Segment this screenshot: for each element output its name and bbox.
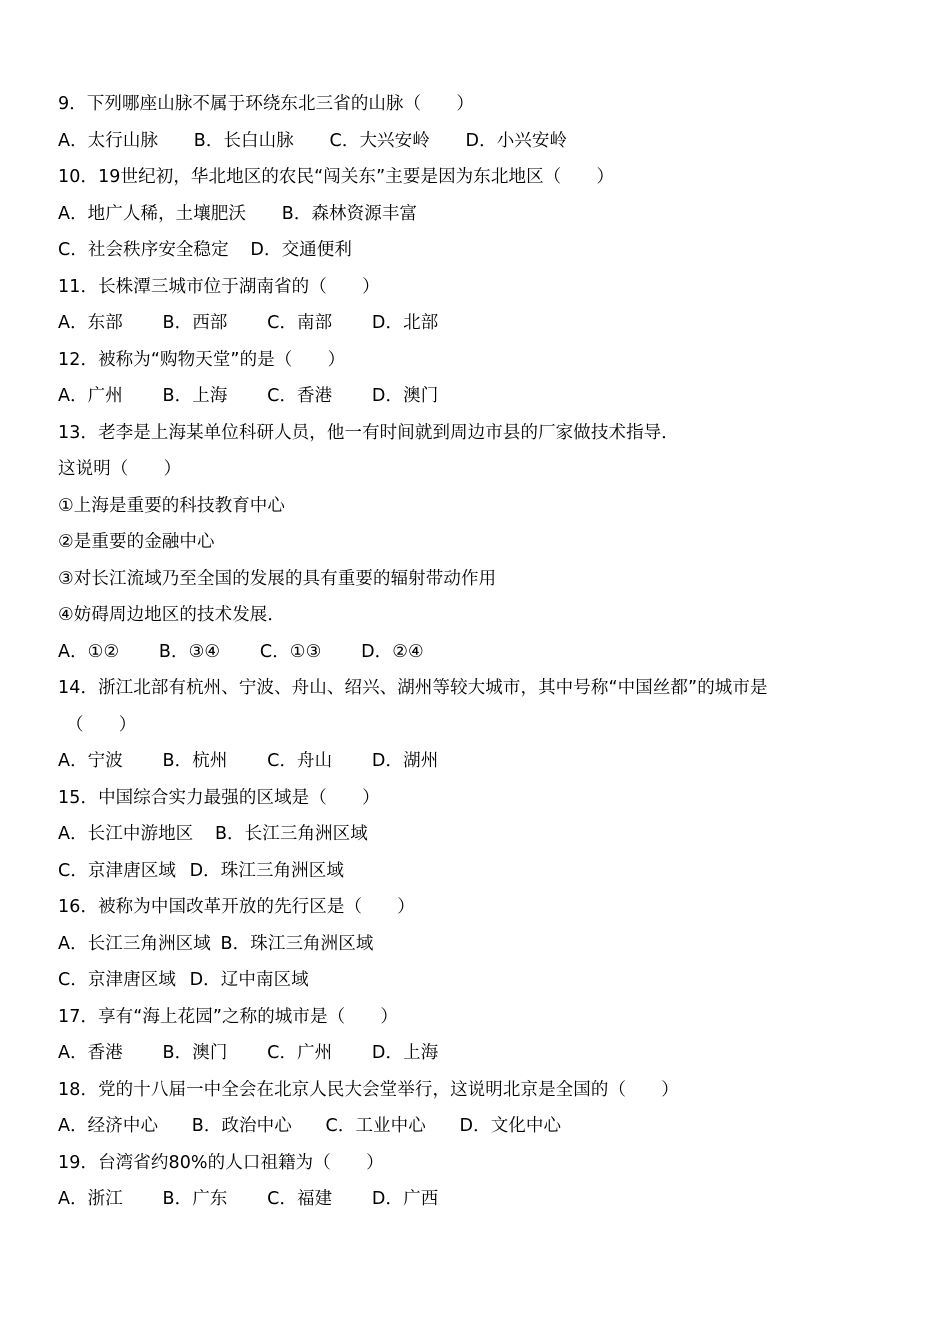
question-13-statement-1: ①上海是重要的科技教育中心 (58, 495, 285, 516)
option-c: C．南部 (267, 313, 333, 333)
question-19-options (58, 1181, 898, 1218)
question-list (58, 86, 898, 1218)
question-17-options (58, 1035, 898, 1072)
option-d: D．北部 (371, 313, 439, 333)
option-a: A．长江三角洲区域 (58, 933, 211, 954)
option-c: C．舟山 (267, 751, 333, 771)
option-a: A．浙江 (58, 1189, 123, 1209)
question-9-stem: 9．下列哪座山脉不属于环绕东北三省的山脉（ ） (58, 94, 475, 114)
question-11-stem: 11．长株潭三城市位于湖南省的（ ） (58, 276, 380, 297)
option-b: B．长白山脉 (193, 130, 294, 151)
option-d: D．澳门 (371, 386, 439, 406)
question-18-options (58, 1108, 898, 1145)
option-d: D．湖州 (371, 751, 439, 771)
option-c: C．大兴安岭 (329, 130, 430, 151)
option-b: B．森林资源丰富 (281, 203, 418, 224)
question-12-stem: 12．被称为“购物天堂”的是（ ） (58, 349, 346, 370)
option-b: B．③④ (158, 641, 221, 662)
option-a: A．广州 (58, 386, 123, 406)
question-11-options (58, 305, 898, 342)
option-c: C．京津唐区域 (58, 970, 176, 990)
question-15-stem: 15．中国综合实力最强的区域是（ ） (58, 787, 380, 808)
option-b: B．政治中心 (191, 1116, 292, 1136)
question-14-options (58, 743, 898, 780)
option-b: B．广东 (162, 1189, 228, 1209)
option-a: A．长江中游地区 (58, 824, 194, 844)
question-18-stem: 18．党的十八届一中全会在北京人民大会堂举行，这说明北京是全国的（ ） (58, 1079, 679, 1100)
question-14-stem-continued: （ ） (66, 714, 137, 735)
option-d: D．小兴安岭 (465, 130, 568, 151)
question-14-stem: 14．浙江北部有杭州、宁波、舟山、绍兴、湖州等较大城市，其中号称“中国丝都”的城市是 (58, 678, 768, 698)
option-c: C．社会秩序安全稳定 (58, 240, 229, 260)
option-b: B．上海 (162, 386, 228, 406)
option-a: A．太行山脉 (58, 130, 159, 151)
question-12-options (58, 378, 898, 415)
option-b: B．西部 (162, 313, 228, 333)
question-13-stem: 13．老李是上海某单位科研人员，他一有时间就到周边市县的厂家做技术指导． (58, 422, 679, 443)
option-d: D．文化中心 (459, 1116, 562, 1136)
question-15-options-row1 (58, 816, 898, 853)
option-c: C．香港 (267, 386, 333, 406)
option-a: A．宁波 (58, 751, 123, 771)
question-15-options-row2 (58, 853, 898, 890)
option-c: C．京津唐区域 (58, 860, 176, 881)
option-b: B．澳门 (162, 1043, 228, 1063)
question-16-options-row1 (58, 926, 898, 963)
question-13-options (58, 634, 898, 671)
question-13-statement-3: ③对长江流域乃至全国的发展的具有重要的辐射带动作用 (58, 568, 497, 589)
option-d: D．上海 (371, 1043, 439, 1063)
option-d: D．珠江三角洲区域 (189, 860, 344, 881)
option-a: A．①② (58, 641, 120, 662)
option-a: A．东部 (58, 313, 123, 333)
question-10-options-row1 (58, 196, 898, 233)
option-d: D．交通便利 (250, 240, 352, 260)
option-d: D．辽中南区域 (189, 970, 309, 990)
question-13-statement-4: ④妨碍周边地区的技术发展． (58, 605, 285, 625)
question-16-options-row2 (58, 962, 898, 999)
option-b: B．杭州 (162, 751, 228, 771)
question-10-stem: 10．19世纪初，华北地区的农民“闯关东”主要是因为东北地区（ ） (58, 167, 615, 187)
option-c: C．①③ (259, 641, 322, 662)
question-17-stem: 17．享有“海上花园”之称的城市是（ ） (58, 1006, 398, 1027)
question-9-options (58, 123, 898, 160)
option-d: D．②④ (361, 641, 424, 662)
option-c: C．广州 (267, 1043, 333, 1063)
question-10-options-row2 (58, 232, 898, 269)
option-d: D．广西 (371, 1189, 439, 1209)
option-c: C．福建 (267, 1189, 333, 1209)
option-a: A．香港 (58, 1043, 123, 1063)
question-19-stem: 19．台湾省约80%的人口祖籍为（ ） (58, 1152, 384, 1173)
question-13-stem-continued: 这说明（ ） (58, 459, 182, 479)
option-b: B．珠江三角洲区域 (220, 933, 374, 954)
question-13-statement-2: ②是重要的金融中心 (58, 532, 215, 552)
option-a: A．地广人稀，土壤肥沃 (58, 203, 247, 224)
question-16-stem: 16．被称为中国改革开放的先行区是（ ） (58, 897, 415, 917)
option-c: C．工业中心 (325, 1116, 426, 1136)
option-b: B．长江三角洲区域 (214, 824, 368, 844)
option-a: A．经济中心 (58, 1116, 159, 1136)
